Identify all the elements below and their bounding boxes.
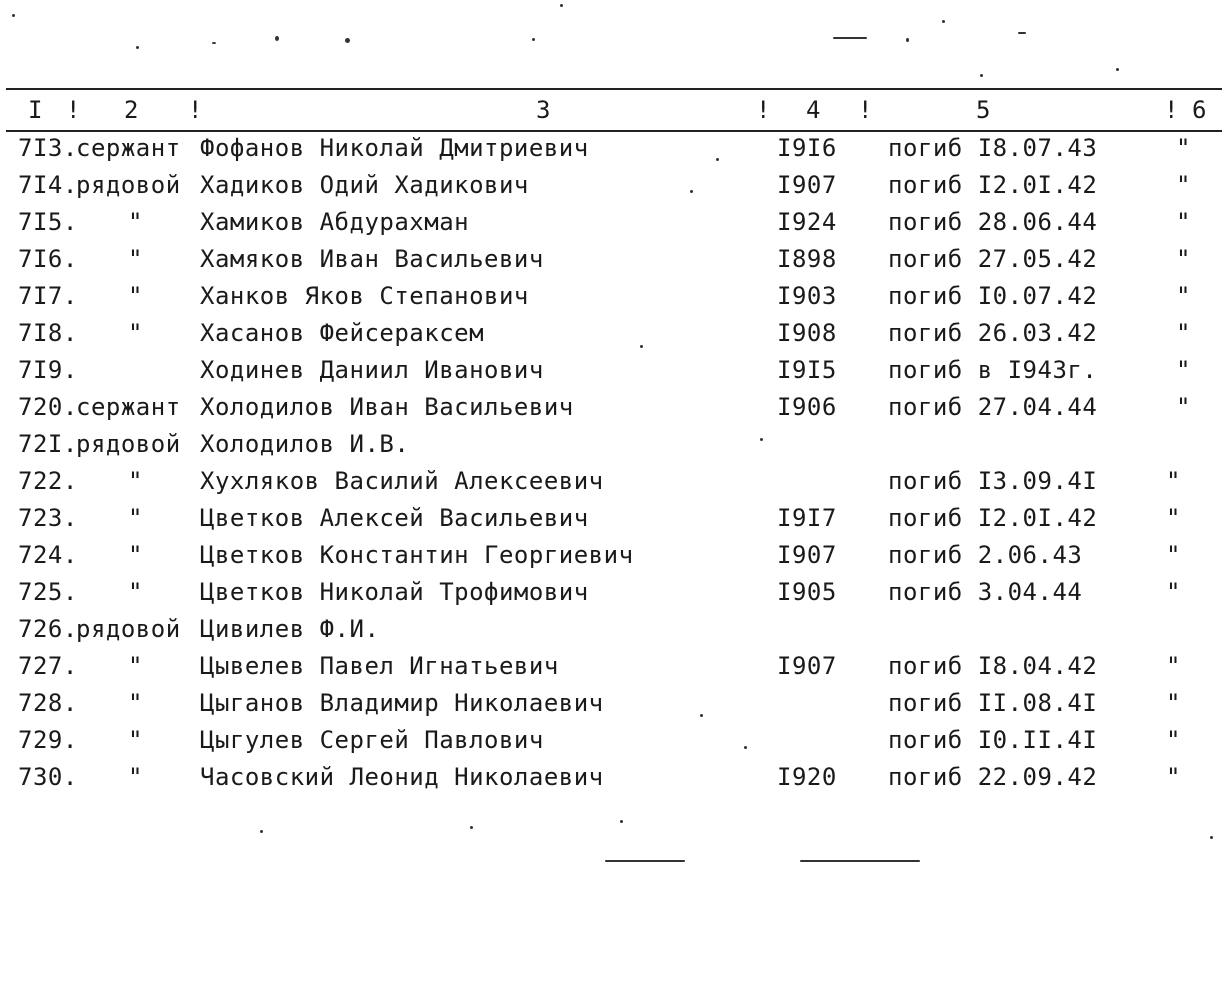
row-ditto-mark: "	[1166, 578, 1181, 606]
row-rank: "	[128, 541, 143, 569]
row-rank: "	[128, 245, 143, 273]
row-name: Ханков Яков Степанович	[200, 282, 529, 310]
row-name: Цыганов Владимир Николаевич	[200, 689, 604, 717]
row-birth-year: I9I5	[777, 356, 837, 384]
row-birth-year: I9I7	[777, 504, 837, 532]
row-fate: погиб I2.0I.42	[888, 504, 1098, 532]
row-rank: сержант	[76, 134, 181, 162]
table-row	[0, 763, 1228, 800]
row-name: Цветков Алексей Васильевич	[200, 504, 589, 532]
row-name: Цыгулев Сергей Павлович	[200, 726, 544, 754]
row-rank: "	[128, 319, 143, 347]
row-name: Цивилев Ф.И.	[200, 615, 380, 643]
row-ditto-mark: "	[1166, 726, 1181, 754]
row-number: 724.	[18, 541, 78, 569]
table-row	[0, 134, 1228, 171]
row-name: Цветков Николай Трофимович	[200, 578, 589, 606]
row-fate: погиб 22.09.42	[888, 763, 1098, 791]
scan-speck	[906, 38, 909, 42]
scan-speck	[833, 37, 867, 39]
row-fate: погиб I3.09.4I	[888, 467, 1098, 495]
scan-speck	[275, 36, 279, 41]
row-fate: погиб 27.04.44	[888, 393, 1098, 421]
header-col-1: I	[28, 96, 44, 124]
row-fate: погиб I8.07.43	[888, 134, 1098, 162]
row-birth-year: I903	[777, 282, 837, 310]
table-row	[0, 208, 1228, 245]
scan-speck	[640, 345, 643, 348]
row-ditto-mark: "	[1166, 467, 1181, 495]
scan-speck	[800, 860, 920, 862]
scan-speck	[1018, 32, 1026, 34]
row-rank: рядовой	[76, 171, 181, 199]
row-ditto-mark: "	[1176, 319, 1191, 347]
row-ditto-mark: "	[1176, 282, 1191, 310]
row-name: Холодилов Иван Васильевич	[200, 393, 574, 421]
row-number: 72I.	[18, 430, 78, 458]
scan-speck	[12, 14, 15, 17]
row-name: Холодилов И.В.	[200, 430, 410, 458]
header-separator: !	[66, 96, 82, 124]
table-row	[0, 282, 1228, 319]
row-birth-year: I907	[777, 541, 837, 569]
row-name: Хамиков Абдурахман	[200, 208, 470, 236]
header-separator: !	[756, 96, 772, 124]
row-fate: погиб 26.03.42	[888, 319, 1098, 347]
scan-speck	[470, 826, 473, 829]
scan-speck	[690, 190, 693, 193]
row-birth-year: I907	[777, 171, 837, 199]
row-number: 725.	[18, 578, 78, 606]
row-number: 7I3.	[18, 134, 78, 162]
row-ditto-mark: "	[1176, 393, 1191, 421]
scan-speck	[560, 4, 563, 7]
scan-speck	[605, 860, 685, 862]
row-fate: погиб в I943г.	[888, 356, 1098, 384]
row-rank: "	[128, 689, 143, 717]
scan-speck	[260, 830, 263, 833]
row-ditto-mark: "	[1166, 504, 1181, 532]
scan-speck	[744, 746, 747, 749]
row-rank: "	[128, 652, 143, 680]
row-name: Ходинев Даниил Иванович	[200, 356, 544, 384]
header-col-2: 2	[124, 96, 140, 124]
row-birth-year: I9I6	[777, 134, 837, 162]
table-row	[0, 689, 1228, 726]
row-number: 727.	[18, 652, 78, 680]
row-fate: погиб 3.04.44	[888, 578, 1083, 606]
row-birth-year: I924	[777, 208, 837, 236]
table-row	[0, 467, 1228, 504]
scan-speck	[620, 820, 623, 823]
row-name: Цывелев Павел Игнатьевич	[200, 652, 559, 680]
row-name: Цветков Константин Георгиевич	[200, 541, 634, 569]
table-row	[0, 652, 1228, 689]
row-rank: "	[128, 726, 143, 754]
scan-speck	[532, 38, 535, 41]
row-rank: "	[128, 763, 143, 791]
table-row	[0, 504, 1228, 541]
row-ditto-mark: "	[1166, 689, 1181, 717]
row-ditto-mark: "	[1166, 763, 1181, 791]
row-birth-year: I920	[777, 763, 837, 791]
row-number: 728.	[18, 689, 78, 717]
row-name: Хамяков Иван Васильевич	[200, 245, 544, 273]
row-ditto-mark: "	[1166, 541, 1181, 569]
table-row	[0, 245, 1228, 282]
row-number: 7I8.	[18, 319, 78, 347]
row-fate: погиб I2.0I.42	[888, 171, 1098, 199]
header-col-3: 3	[536, 96, 552, 124]
row-rank: "	[128, 208, 143, 236]
scan-speck	[212, 42, 216, 44]
row-birth-year: I906	[777, 393, 837, 421]
row-number: 7I7.	[18, 282, 78, 310]
row-number: 720.	[18, 393, 78, 421]
row-number: 730.	[18, 763, 78, 791]
scan-speck	[1210, 836, 1213, 839]
header-rule	[6, 130, 1222, 132]
row-rank: "	[128, 578, 143, 606]
table-row	[0, 615, 1228, 652]
table-row	[0, 393, 1228, 430]
scan-speck	[700, 714, 703, 717]
row-ditto-mark: "	[1176, 208, 1191, 236]
table-row	[0, 430, 1228, 467]
row-rank: рядовой	[76, 615, 181, 643]
row-fate: погиб I0.07.42	[888, 282, 1098, 310]
header-separator: !	[188, 96, 204, 124]
row-number: 7I6.	[18, 245, 78, 273]
header-separator: !	[858, 96, 874, 124]
row-rank: "	[128, 467, 143, 495]
row-fate: погиб II.08.4I	[888, 689, 1098, 717]
scan-speck	[345, 38, 350, 43]
row-ditto-mark: "	[1176, 134, 1191, 162]
row-ditto-mark: "	[1176, 356, 1191, 384]
scan-speck	[980, 74, 983, 77]
table-row	[0, 578, 1228, 615]
row-ditto-mark: "	[1166, 652, 1181, 680]
row-number: 723.	[18, 504, 78, 532]
row-number: 7I5.	[18, 208, 78, 236]
row-name: Хухляков Василий Алексеевич	[200, 467, 604, 495]
row-name: Хадиков Одий Хадикович	[200, 171, 529, 199]
row-rank: "	[128, 282, 143, 310]
row-number: 722.	[18, 467, 78, 495]
scan-speck	[1116, 68, 1119, 71]
row-fate: погиб 28.06.44	[888, 208, 1098, 236]
row-number: 7I4.	[18, 171, 78, 199]
row-fate: погиб 2.06.43	[888, 541, 1083, 569]
row-birth-year: I905	[777, 578, 837, 606]
table-row	[0, 541, 1228, 578]
scan-speck	[716, 158, 719, 161]
table-row	[0, 319, 1228, 356]
row-ditto-mark: "	[1176, 245, 1191, 273]
table-row	[0, 356, 1228, 393]
row-number: 726.	[18, 615, 78, 643]
scan-speck	[942, 20, 945, 23]
row-name: Фофанов Николай Дмитриевич	[200, 134, 589, 162]
row-rank: сержант	[76, 393, 181, 421]
row-birth-year: I898	[777, 245, 837, 273]
row-number: 729.	[18, 726, 78, 754]
row-ditto-mark: "	[1176, 171, 1191, 199]
row-birth-year: I907	[777, 652, 837, 680]
header-col-4: 4	[806, 96, 822, 124]
header-col-5: 5	[976, 96, 992, 124]
header-separator: !	[1164, 96, 1180, 124]
row-fate: погиб I0.II.4I	[888, 726, 1098, 754]
top-rule	[6, 88, 1222, 90]
row-birth-year: I908	[777, 319, 837, 347]
row-name: Часовский Леонид Николаевич	[200, 763, 604, 791]
row-name: Хасанов Фейсераксем	[200, 319, 485, 347]
row-rank: рядовой	[76, 430, 181, 458]
row-fate: погиб I8.04.42	[888, 652, 1098, 680]
table-row	[0, 726, 1228, 763]
header-col-6: 6	[1192, 96, 1208, 124]
row-rank: "	[128, 504, 143, 532]
row-fate: погиб 27.05.42	[888, 245, 1098, 273]
table-row	[0, 171, 1228, 208]
scan-speck	[760, 438, 763, 441]
row-number: 7I9.	[18, 356, 78, 384]
scan-speck	[136, 46, 139, 49]
